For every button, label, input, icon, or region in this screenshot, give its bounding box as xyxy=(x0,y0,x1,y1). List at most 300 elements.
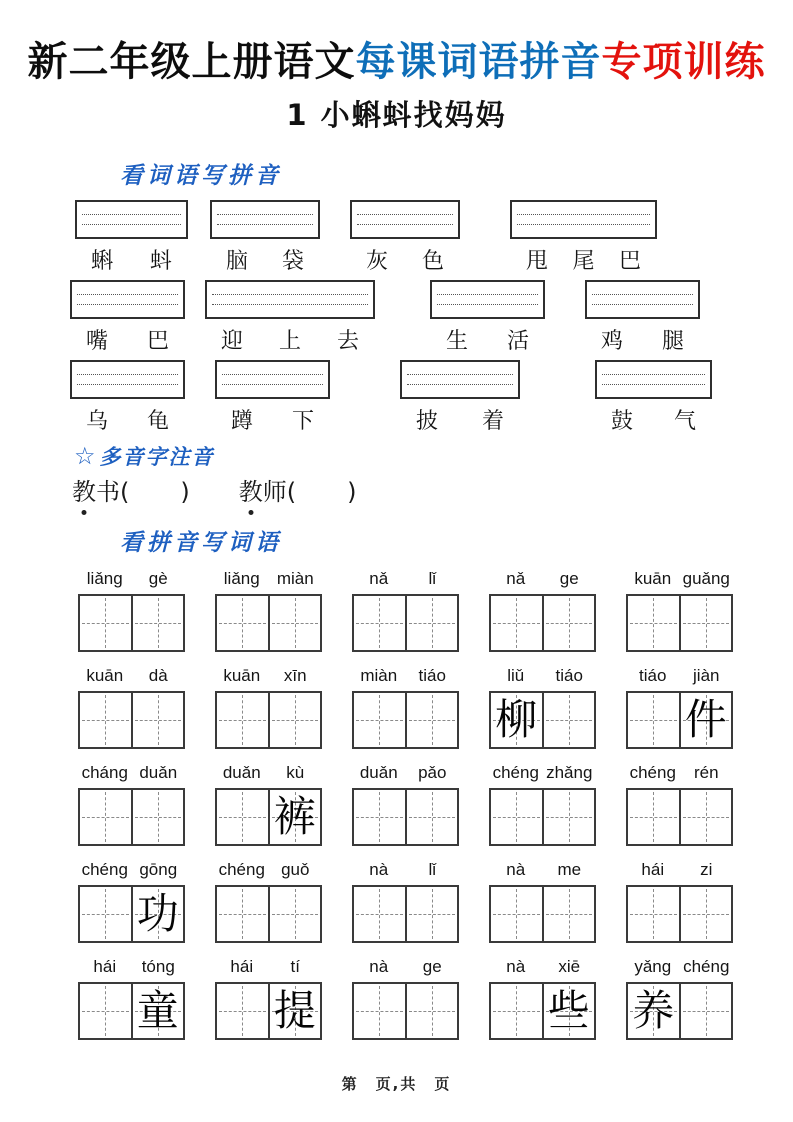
pinyin-label-row xyxy=(215,569,322,594)
writing-cell xyxy=(491,790,542,844)
writing-cell xyxy=(491,984,542,1038)
pinyin-syllable: gè xyxy=(148,569,168,588)
prewritten-character xyxy=(354,887,405,941)
pinyin-word-item xyxy=(626,860,733,943)
pinyin-label-row xyxy=(352,569,459,594)
chinese-word-label: 披着 xyxy=(416,409,504,434)
pinyin-syllable: tí xyxy=(290,957,300,976)
pinyin-label-row xyxy=(215,957,322,982)
pinyin-label-row xyxy=(489,860,596,885)
pinyin-syllable: hái xyxy=(93,957,117,976)
word-pinyin-row xyxy=(70,360,743,440)
pinyin-label-row xyxy=(626,763,733,788)
pinyin-writing-box xyxy=(400,360,520,399)
pinyin-label-row xyxy=(489,957,596,982)
pinyin-word-row xyxy=(78,569,733,652)
pinyin-word-item xyxy=(352,666,459,749)
section-heading-pinyin-to-word: 看拼音写词语 xyxy=(120,530,282,556)
pinyin-syllable: lǐ xyxy=(428,569,437,588)
page-footer: 第 页,共 页 xyxy=(341,1075,452,1093)
polyphonic-char: 教 xyxy=(72,472,96,507)
answer-parentheses: ( ) xyxy=(120,478,191,506)
pinyin-word-item xyxy=(78,569,185,652)
pinyin-syllable: chéng xyxy=(218,860,265,879)
prewritten-character xyxy=(628,887,679,941)
prewritten-character xyxy=(270,596,321,650)
pinyin-label-row xyxy=(489,763,596,788)
character-writing-grid xyxy=(626,788,733,846)
prewritten-character: 裤 xyxy=(273,792,316,841)
writing-cell xyxy=(131,887,184,941)
pinyin-syllable: hái xyxy=(230,957,254,976)
pinyin-word-item xyxy=(352,860,459,943)
pinyin-syllable: dà xyxy=(148,666,168,685)
writing-cell xyxy=(679,790,732,844)
pinyin-label-row xyxy=(626,569,733,594)
pinyin-to-word-rows xyxy=(70,569,733,1054)
character-writing-grid xyxy=(352,691,459,749)
prewritten-character xyxy=(354,984,405,1038)
character-writing-grid xyxy=(352,594,459,652)
dotted-guideline xyxy=(77,294,178,295)
prewritten-character xyxy=(681,790,732,844)
prewritten-character xyxy=(628,790,679,844)
character-writing-grid xyxy=(215,594,322,652)
pinyin-syllable: guǎng xyxy=(682,569,730,588)
dotted-guideline xyxy=(592,294,693,295)
character-writing-grid xyxy=(215,788,322,846)
writing-cell xyxy=(542,596,595,650)
word-pinyin-item xyxy=(215,360,330,435)
pinyin-writing-box xyxy=(595,360,712,399)
pinyin-word-item xyxy=(215,957,322,1040)
prewritten-character xyxy=(681,596,732,650)
prewritten-character xyxy=(681,984,732,1038)
word-pinyin-item xyxy=(210,200,320,275)
prewritten-character xyxy=(80,790,131,844)
dotted-guideline xyxy=(212,304,368,305)
word-pinyin-item xyxy=(595,360,712,435)
writing-cell xyxy=(80,984,131,1038)
writing-cell xyxy=(80,887,131,941)
pinyin-label-row xyxy=(352,860,459,885)
character-writing-grid xyxy=(489,982,596,1040)
prewritten-character xyxy=(407,790,458,844)
pinyin-writing-box xyxy=(75,200,188,239)
pinyin-writing-box xyxy=(430,280,545,319)
prewritten-character xyxy=(133,596,184,650)
pinyin-word-item xyxy=(215,666,322,749)
pinyin-word-item xyxy=(626,763,733,846)
pinyin-label-row xyxy=(352,763,459,788)
pinyin-syllable: miàn xyxy=(276,569,314,588)
prewritten-character xyxy=(407,693,458,747)
pinyin-syllable: tiáo xyxy=(418,666,446,685)
character-writing-grid xyxy=(215,691,322,749)
prewritten-character xyxy=(217,984,268,1038)
prewritten-character xyxy=(80,887,131,941)
prewritten-character xyxy=(80,596,131,650)
dotted-guideline xyxy=(212,294,368,295)
writing-cell xyxy=(80,596,131,650)
pinyin-word-item xyxy=(626,957,733,1040)
writing-cell xyxy=(268,790,321,844)
pinyin-syllable: liǎng xyxy=(223,569,260,588)
prewritten-character xyxy=(217,887,268,941)
prewritten-character xyxy=(544,790,595,844)
prewritten-character xyxy=(133,693,184,747)
dotted-guideline xyxy=(77,384,178,385)
chinese-word-label: 迎上去 xyxy=(221,329,359,354)
prewritten-character xyxy=(628,596,679,650)
writing-cell xyxy=(217,596,268,650)
writing-cell xyxy=(268,693,321,747)
pinyin-writing-box xyxy=(350,200,460,239)
chinese-word-label: 鼓气 xyxy=(611,409,696,434)
title-part-blue: 每课词语拼音 xyxy=(355,39,602,85)
pinyin-word-item xyxy=(489,569,596,652)
dotted-guideline xyxy=(77,304,178,305)
pinyin-word-item xyxy=(489,763,596,846)
prewritten-character xyxy=(544,596,595,650)
prewritten-character xyxy=(217,693,268,747)
pinyin-word-row xyxy=(78,666,733,749)
pinyin-writing-box xyxy=(210,200,320,239)
writing-cell xyxy=(217,984,268,1038)
pinyin-syllable: xīn xyxy=(283,666,307,685)
writing-cell xyxy=(217,693,268,747)
pinyin-label-row xyxy=(78,860,185,885)
pinyin-syllable: guǒ xyxy=(281,860,310,879)
polyphonic-rest: 书 xyxy=(96,478,120,506)
pinyin-syllable: nà xyxy=(506,860,526,879)
prewritten-character xyxy=(270,887,321,941)
writing-cell xyxy=(491,887,542,941)
character-writing-grid xyxy=(489,691,596,749)
prewritten-character: 童 xyxy=(136,986,179,1035)
pinyin-syllable: liǔ xyxy=(507,666,525,685)
pinyin-label-row xyxy=(626,957,733,982)
prewritten-character xyxy=(681,887,732,941)
prewritten-character xyxy=(354,596,405,650)
writing-cell xyxy=(405,887,458,941)
polyphonic-heading-label: 多音字注音 xyxy=(99,445,215,469)
prewritten-character: 提 xyxy=(273,986,316,1035)
pinyin-syllable: nà xyxy=(369,860,389,879)
title-part-red: 专项训练 xyxy=(601,39,766,85)
character-writing-grid xyxy=(78,691,185,749)
pinyin-word-item xyxy=(626,569,733,652)
character-writing-grid xyxy=(626,885,733,943)
writing-cell xyxy=(354,887,405,941)
writing-cell xyxy=(628,693,679,747)
writing-cell xyxy=(354,693,405,747)
pinyin-word-item xyxy=(489,957,596,1040)
prewritten-character xyxy=(407,984,458,1038)
section-heading-word-to-pinyin: 看词语写拼音 xyxy=(120,163,282,189)
writing-cell xyxy=(542,984,595,1038)
word-to-pinyin-rows xyxy=(70,200,743,440)
writing-cell xyxy=(131,596,184,650)
character-writing-grid xyxy=(215,982,322,1040)
pinyin-word-item xyxy=(215,860,322,943)
writing-cell xyxy=(679,596,732,650)
pinyin-word-item xyxy=(352,957,459,1040)
prewritten-character xyxy=(407,596,458,650)
pinyin-label-row xyxy=(626,860,733,885)
word-pinyin-item xyxy=(75,200,188,275)
writing-cell xyxy=(628,790,679,844)
prewritten-character xyxy=(491,984,542,1038)
pinyin-syllable: cháng xyxy=(81,763,128,782)
writing-cell xyxy=(354,596,405,650)
pinyin-syllable: jiàn xyxy=(693,666,720,685)
character-writing-grid xyxy=(78,594,185,652)
character-writing-grid xyxy=(78,982,185,1040)
writing-cell xyxy=(131,693,184,747)
prewritten-character xyxy=(80,984,131,1038)
writing-cell xyxy=(491,596,542,650)
dotted-guideline xyxy=(82,224,181,225)
character-writing-grid xyxy=(489,788,596,846)
writing-cell xyxy=(405,596,458,650)
polyphonic-item xyxy=(239,472,358,507)
character-writing-grid xyxy=(352,788,459,846)
writing-cell xyxy=(405,984,458,1038)
pinyin-syllable: nǎ xyxy=(369,569,389,588)
chinese-word-label: 生活 xyxy=(446,329,529,354)
dotted-guideline xyxy=(407,374,513,375)
pinyin-syllable: lǐ xyxy=(428,860,437,879)
chinese-word-label: 脑袋 xyxy=(226,249,304,274)
writing-cell xyxy=(80,693,131,747)
prewritten-character: 柳 xyxy=(495,695,538,744)
pinyin-word-item xyxy=(215,569,322,652)
writing-cell xyxy=(354,790,405,844)
pinyin-label-row xyxy=(215,763,322,788)
pinyin-syllable: ge xyxy=(422,957,442,976)
pinyin-label-row xyxy=(215,666,322,691)
pinyin-label-row xyxy=(352,666,459,691)
pinyin-syllable: liǎng xyxy=(86,569,123,588)
dotted-guideline xyxy=(602,374,705,375)
page-title xyxy=(0,30,793,87)
pinyin-word-row xyxy=(78,957,733,1040)
pinyin-syllable: nà xyxy=(506,957,526,976)
pinyin-syllable: me xyxy=(557,860,582,879)
prewritten-character xyxy=(491,596,542,650)
pinyin-label-row xyxy=(78,569,185,594)
chinese-word-label: 灰色 xyxy=(366,249,444,274)
writing-cell xyxy=(131,984,184,1038)
pinyin-syllable: kù xyxy=(286,763,305,782)
pinyin-writing-box xyxy=(70,280,185,319)
pinyin-syllable: ge xyxy=(559,569,579,588)
word-pinyin-item xyxy=(585,280,700,355)
pinyin-syllable: duǎn xyxy=(359,763,398,782)
pinyin-syllable: duǎn xyxy=(222,763,261,782)
pinyin-writing-box xyxy=(585,280,700,319)
polyphonic-exercise-line xyxy=(72,472,357,507)
pinyin-word-item xyxy=(626,666,733,749)
writing-cell xyxy=(354,984,405,1038)
prewritten-character xyxy=(80,693,131,747)
dotted-guideline xyxy=(517,224,650,225)
pinyin-word-item xyxy=(78,957,185,1040)
pinyin-label-row xyxy=(489,569,596,594)
pinyin-writing-box xyxy=(215,360,330,399)
prewritten-character: 些 xyxy=(547,986,590,1035)
pinyin-writing-box xyxy=(510,200,657,239)
pinyin-word-row xyxy=(78,763,733,846)
pinyin-syllable: xiē xyxy=(558,957,581,976)
chinese-word-label: 嘴巴 xyxy=(86,329,169,354)
prewritten-character: 功 xyxy=(136,889,179,938)
pinyin-word-item xyxy=(215,763,322,846)
character-writing-grid xyxy=(215,885,322,943)
lesson-title: 1 小蝌蚪找妈妈 xyxy=(286,98,507,132)
pinyin-syllable: chéng xyxy=(81,860,128,879)
writing-cell xyxy=(628,984,679,1038)
dotted-guideline xyxy=(77,374,178,375)
pinyin-word-item xyxy=(78,666,185,749)
dotted-guideline xyxy=(217,224,313,225)
chinese-word-label: 甩尾巴 xyxy=(526,249,641,274)
pinyin-syllable: kuān xyxy=(223,666,261,685)
pinyin-word-item xyxy=(78,763,185,846)
writing-cell xyxy=(405,693,458,747)
word-pinyin-row xyxy=(70,280,743,360)
character-writing-grid xyxy=(352,885,459,943)
word-pinyin-item xyxy=(205,280,375,355)
writing-cell xyxy=(679,984,732,1038)
pinyin-word-row xyxy=(78,860,733,943)
pinyin-syllable: tiáo xyxy=(639,666,667,685)
pinyin-syllable: nǎ xyxy=(506,569,526,588)
pinyin-syllable: yǎng xyxy=(634,957,672,976)
pinyin-syllable: rén xyxy=(693,763,719,782)
dotted-guideline xyxy=(217,214,313,215)
pinyin-syllable: kuān xyxy=(634,569,672,588)
pinyin-word-item xyxy=(489,666,596,749)
prewritten-character xyxy=(544,887,595,941)
writing-cell xyxy=(679,887,732,941)
pinyin-syllable: duǎn xyxy=(139,763,178,782)
pinyin-syllable: gōng xyxy=(139,860,178,879)
polyphonic-rest: 师 xyxy=(262,478,287,506)
word-pinyin-item xyxy=(70,280,185,355)
writing-cell xyxy=(491,693,542,747)
character-writing-grid xyxy=(78,788,185,846)
chinese-word-label: 鸡腿 xyxy=(601,329,684,354)
prewritten-character xyxy=(133,790,184,844)
star-icon: ☆ xyxy=(74,442,98,470)
dotted-guideline xyxy=(602,384,705,385)
dotted-guideline xyxy=(82,214,181,215)
pinyin-syllable: chéng xyxy=(683,957,730,976)
prewritten-character: 养 xyxy=(632,986,675,1035)
dotted-guideline xyxy=(517,214,650,215)
pinyin-syllable: tóng xyxy=(141,957,175,976)
writing-cell xyxy=(405,790,458,844)
pinyin-label-row xyxy=(489,666,596,691)
writing-cell xyxy=(268,596,321,650)
pinyin-word-item xyxy=(489,860,596,943)
chinese-word-label: 乌龟 xyxy=(86,409,169,434)
writing-cell xyxy=(542,693,595,747)
prewritten-character xyxy=(491,790,542,844)
writing-cell xyxy=(217,790,268,844)
pinyin-syllable: zhǎng xyxy=(546,763,593,782)
pinyin-label-row xyxy=(78,666,185,691)
word-pinyin-item xyxy=(430,280,545,355)
dotted-guideline xyxy=(437,294,538,295)
writing-cell xyxy=(268,984,321,1038)
pinyin-label-row xyxy=(78,763,185,788)
polyphonic-item xyxy=(72,472,191,507)
dotted-guideline xyxy=(222,384,323,385)
prewritten-character: 件 xyxy=(684,695,727,744)
pinyin-syllable: pǎo xyxy=(418,763,447,782)
writing-cell xyxy=(131,790,184,844)
dotted-guideline xyxy=(437,304,538,305)
pinyin-label-row xyxy=(78,957,185,982)
pinyin-syllable: kuān xyxy=(86,666,124,685)
word-pinyin-item xyxy=(350,200,460,275)
pinyin-syllable: chéng xyxy=(492,763,539,782)
word-pinyin-row xyxy=(70,200,743,280)
pinyin-syllable: chéng xyxy=(629,763,676,782)
word-pinyin-item xyxy=(70,360,185,435)
pinyin-label-row xyxy=(215,860,322,885)
character-writing-grid xyxy=(489,594,596,652)
writing-cell xyxy=(542,887,595,941)
chinese-word-label: 蹲下 xyxy=(231,409,314,434)
writing-cell xyxy=(679,693,732,747)
prewritten-character xyxy=(354,693,405,747)
prewritten-character xyxy=(628,693,679,747)
prewritten-character xyxy=(270,693,321,747)
pinyin-label-row xyxy=(626,666,733,691)
prewritten-character xyxy=(217,596,268,650)
dotted-guideline xyxy=(222,374,323,375)
pinyin-syllable: tiáo xyxy=(555,666,583,685)
pinyin-word-item xyxy=(352,763,459,846)
writing-cell xyxy=(217,887,268,941)
character-writing-grid xyxy=(626,982,733,1040)
character-writing-grid xyxy=(626,594,733,652)
prewritten-character xyxy=(217,790,268,844)
section-heading-polyphonic xyxy=(74,441,215,471)
pinyin-syllable: nà xyxy=(369,957,389,976)
pinyin-label-row xyxy=(352,957,459,982)
writing-cell xyxy=(628,596,679,650)
dotted-guideline xyxy=(357,224,453,225)
pinyin-writing-box xyxy=(205,280,375,319)
dotted-guideline xyxy=(407,384,513,385)
word-pinyin-item xyxy=(510,200,657,275)
writing-cell xyxy=(542,790,595,844)
word-pinyin-item xyxy=(400,360,520,435)
pinyin-syllable: hái xyxy=(641,860,665,879)
dotted-guideline xyxy=(592,304,693,305)
prewritten-character xyxy=(354,790,405,844)
pinyin-word-item xyxy=(78,860,185,943)
dotted-guideline xyxy=(357,214,453,215)
pinyin-word-item xyxy=(352,569,459,652)
writing-cell xyxy=(268,887,321,941)
pinyin-syllable: zi xyxy=(700,860,713,879)
